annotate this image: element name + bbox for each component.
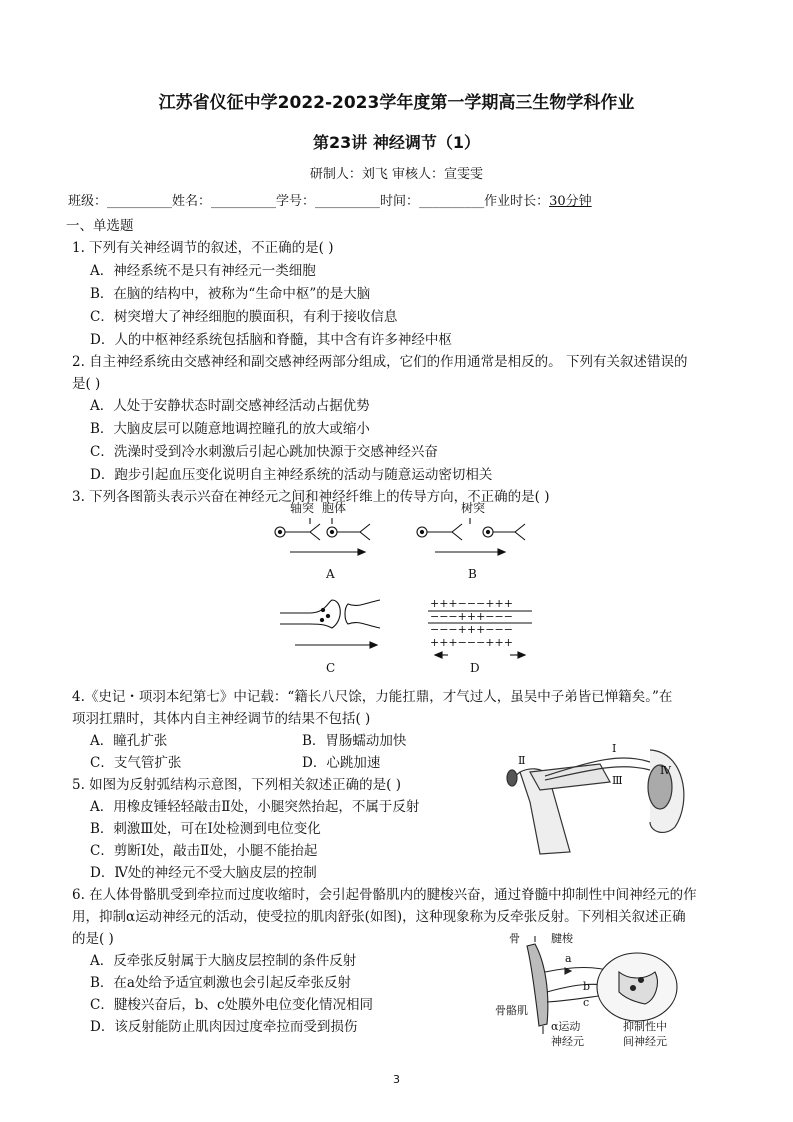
q4-stem-line2: 项羽扛鼎时，其体内自主神经调节的结果不包括( ): [72, 711, 371, 727]
q6-alpha-label-1: α运动: [551, 1020, 581, 1033]
authors-line: 研制人：刘飞 审核人：宣雯雯: [309, 167, 484, 182]
q6-tendon-label: 腱梭: [551, 932, 573, 945]
q5-label-I: Ⅰ: [612, 742, 617, 755]
q5-option-c[interactable]: C．剪断Ⅰ处，敲击Ⅱ处，小腿不能抬起: [90, 843, 318, 859]
q3-label-b: B: [468, 567, 477, 581]
q4-option-d[interactable]: D．心跳加速: [302, 755, 381, 771]
q6-inter-label-1: 抑制性中: [623, 1020, 667, 1033]
q5-label-II: Ⅱ: [518, 754, 526, 767]
id-blank[interactable]: __________: [315, 194, 381, 209]
q6-stem-line3: 的是( ): [72, 931, 114, 947]
q1-stem: 1. 下列有关神经调节的叙述，不正确的是( ): [72, 240, 334, 256]
name-label: 姓名：: [172, 194, 212, 209]
q3-d-row3: −−−+++−−−: [430, 623, 513, 636]
q5-option-b[interactable]: B．刺激Ⅲ处，可在Ⅰ处检测到电位变化: [90, 821, 321, 837]
q6-reflex-figure: [495, 932, 705, 1050]
class-label: 班级：: [68, 194, 108, 209]
q2-option-d[interactable]: D．跑步引起血压变化说明自主神经系统的活动与随意运动密切相关: [90, 467, 493, 483]
page-title: 江苏省仪征中学2022-2023学年度第一学期高三生物学科作业: [158, 93, 635, 113]
q3-label-d: D: [470, 661, 480, 675]
q2-stem-line2: 是( ): [72, 376, 101, 392]
q5-stem: 5. 如图为反射弧结构示意图，下列相关叙述正确的是( ): [72, 777, 401, 793]
q5-label-IV: Ⅳ: [660, 764, 671, 777]
time-blank[interactable]: __________: [419, 194, 485, 209]
page-number: 3: [393, 1073, 400, 1086]
q4-option-a[interactable]: A．瞳孔扩张: [90, 733, 168, 749]
q6-option-a[interactable]: A．反牵张反射属于大脑皮层控制的条件反射: [90, 953, 357, 969]
q2-option-a[interactable]: A．人处于安静状态时副交感神经活动占据优势: [90, 398, 370, 414]
q5-label-III: Ⅲ: [612, 774, 623, 787]
q3-d-row4: +++−−−+++: [430, 636, 513, 649]
q5-option-a[interactable]: A．用橡皮锤轻轻敲击Ⅱ处，小腿突然抬起，不属于反射: [90, 799, 420, 815]
q1-option-b[interactable]: B．在脑的结构中，被称为“生命中枢”的是大脑: [90, 286, 371, 302]
q4-option-b[interactable]: B．胃肠蠕动加快: [302, 733, 407, 749]
q3-soma-label: 胞体: [322, 501, 347, 515]
lesson-subtitle: 第23讲 神经调节（1）: [313, 133, 480, 152]
q4-stem-line1: 4.《史记・项羽本纪第七》中记载：“籍长八尺馀，力能扛鼎，才气过人，虽吴中子弟皆已惮籍矣。”在: [72, 689, 673, 705]
q3-figure: [270, 500, 550, 680]
q3-label-c: C: [326, 661, 336, 675]
q3-stem: 3. 下列各图箭头表示兴奋在神经元之间和神经纤维上的传导方向，不正确的是( ): [72, 489, 550, 505]
section-heading: 一、单选题: [66, 218, 134, 234]
q1-option-a[interactable]: A．神经系统不是只有神经元一类细胞: [90, 263, 316, 279]
q5-option-d[interactable]: D．Ⅳ处的神经元不受大脑皮层的控制: [90, 865, 317, 881]
q3-label-a: A: [326, 567, 335, 581]
q6-label-a: a: [565, 952, 572, 965]
time-label: 时间：: [380, 194, 420, 209]
q2-option-b[interactable]: B．大脑皮层可以随意地调控瞳孔的放大或缩小: [90, 421, 370, 437]
q6-option-d[interactable]: D．该反射能防止肌肉因过度牵拉而受到损伤: [90, 1019, 358, 1035]
q6-stem-line2: 用，抑制α运动神经元的活动，使受拉的肌肉舒张(如图)，这种现象称为反牵张反射。下列相关叙述正确: [72, 909, 686, 925]
q3-d-row2: −−−+++−−−: [430, 610, 513, 623]
q6-stem-line1: 6. 在人体骨骼肌受到牵拉而过度收缩时，会引起骨骼肌内的腱梭兴奋，通过脊髓中抑制性中间神经元的作: [72, 887, 697, 903]
id-label: 学号：: [276, 194, 316, 209]
q4-option-c[interactable]: C．支气管扩张: [90, 755, 182, 771]
q6-bone-label: 骨: [509, 932, 520, 945]
q2-option-c[interactable]: C．洗澡时受到冷水刺激后引起心跳加快源于交感神经兴奋: [90, 444, 438, 460]
q6-label-c: c: [583, 996, 590, 1009]
q6-alpha-label-2: 神经元: [551, 1035, 584, 1048]
q3-d-row1: +++−−−+++: [430, 597, 513, 610]
q6-label-b: b: [583, 980, 591, 993]
q3-axon-label: 轴突: [290, 501, 315, 515]
q5-reflex-arc-figure: [500, 732, 700, 862]
q6-inter-label-2: 间神经元: [623, 1035, 667, 1048]
duration-label: 作业时长：: [484, 194, 550, 209]
name-blank[interactable]: __________: [211, 194, 277, 209]
duration-value: 30分钟: [549, 194, 592, 209]
q6-option-c[interactable]: C．腱梭兴奋后，b、c处膜外电位变化情况相同: [90, 997, 374, 1013]
q2-stem-line1: 2. 自主神经系统由交感神经和副交感神经两部分组成，它们的作用通常是相反的。 下列有关叙述错误的: [72, 354, 688, 370]
q6-option-b[interactable]: B．在a处给予适宜刺激也会引起反牵张反射: [90, 975, 351, 991]
q6-muscle-label: 骨骼肌: [495, 1004, 528, 1017]
q1-option-d[interactable]: D．人的中枢神经系统包括脑和脊髓，其中含有许多神经中枢: [90, 332, 452, 348]
class-blank[interactable]: __________: [107, 194, 173, 209]
q3-dendrite-label: 树突: [461, 501, 486, 515]
q1-option-c[interactable]: C．树突增大了神经细胞的膜面积，有利于接收信息: [90, 309, 398, 325]
student-info-line: [68, 190, 592, 209]
